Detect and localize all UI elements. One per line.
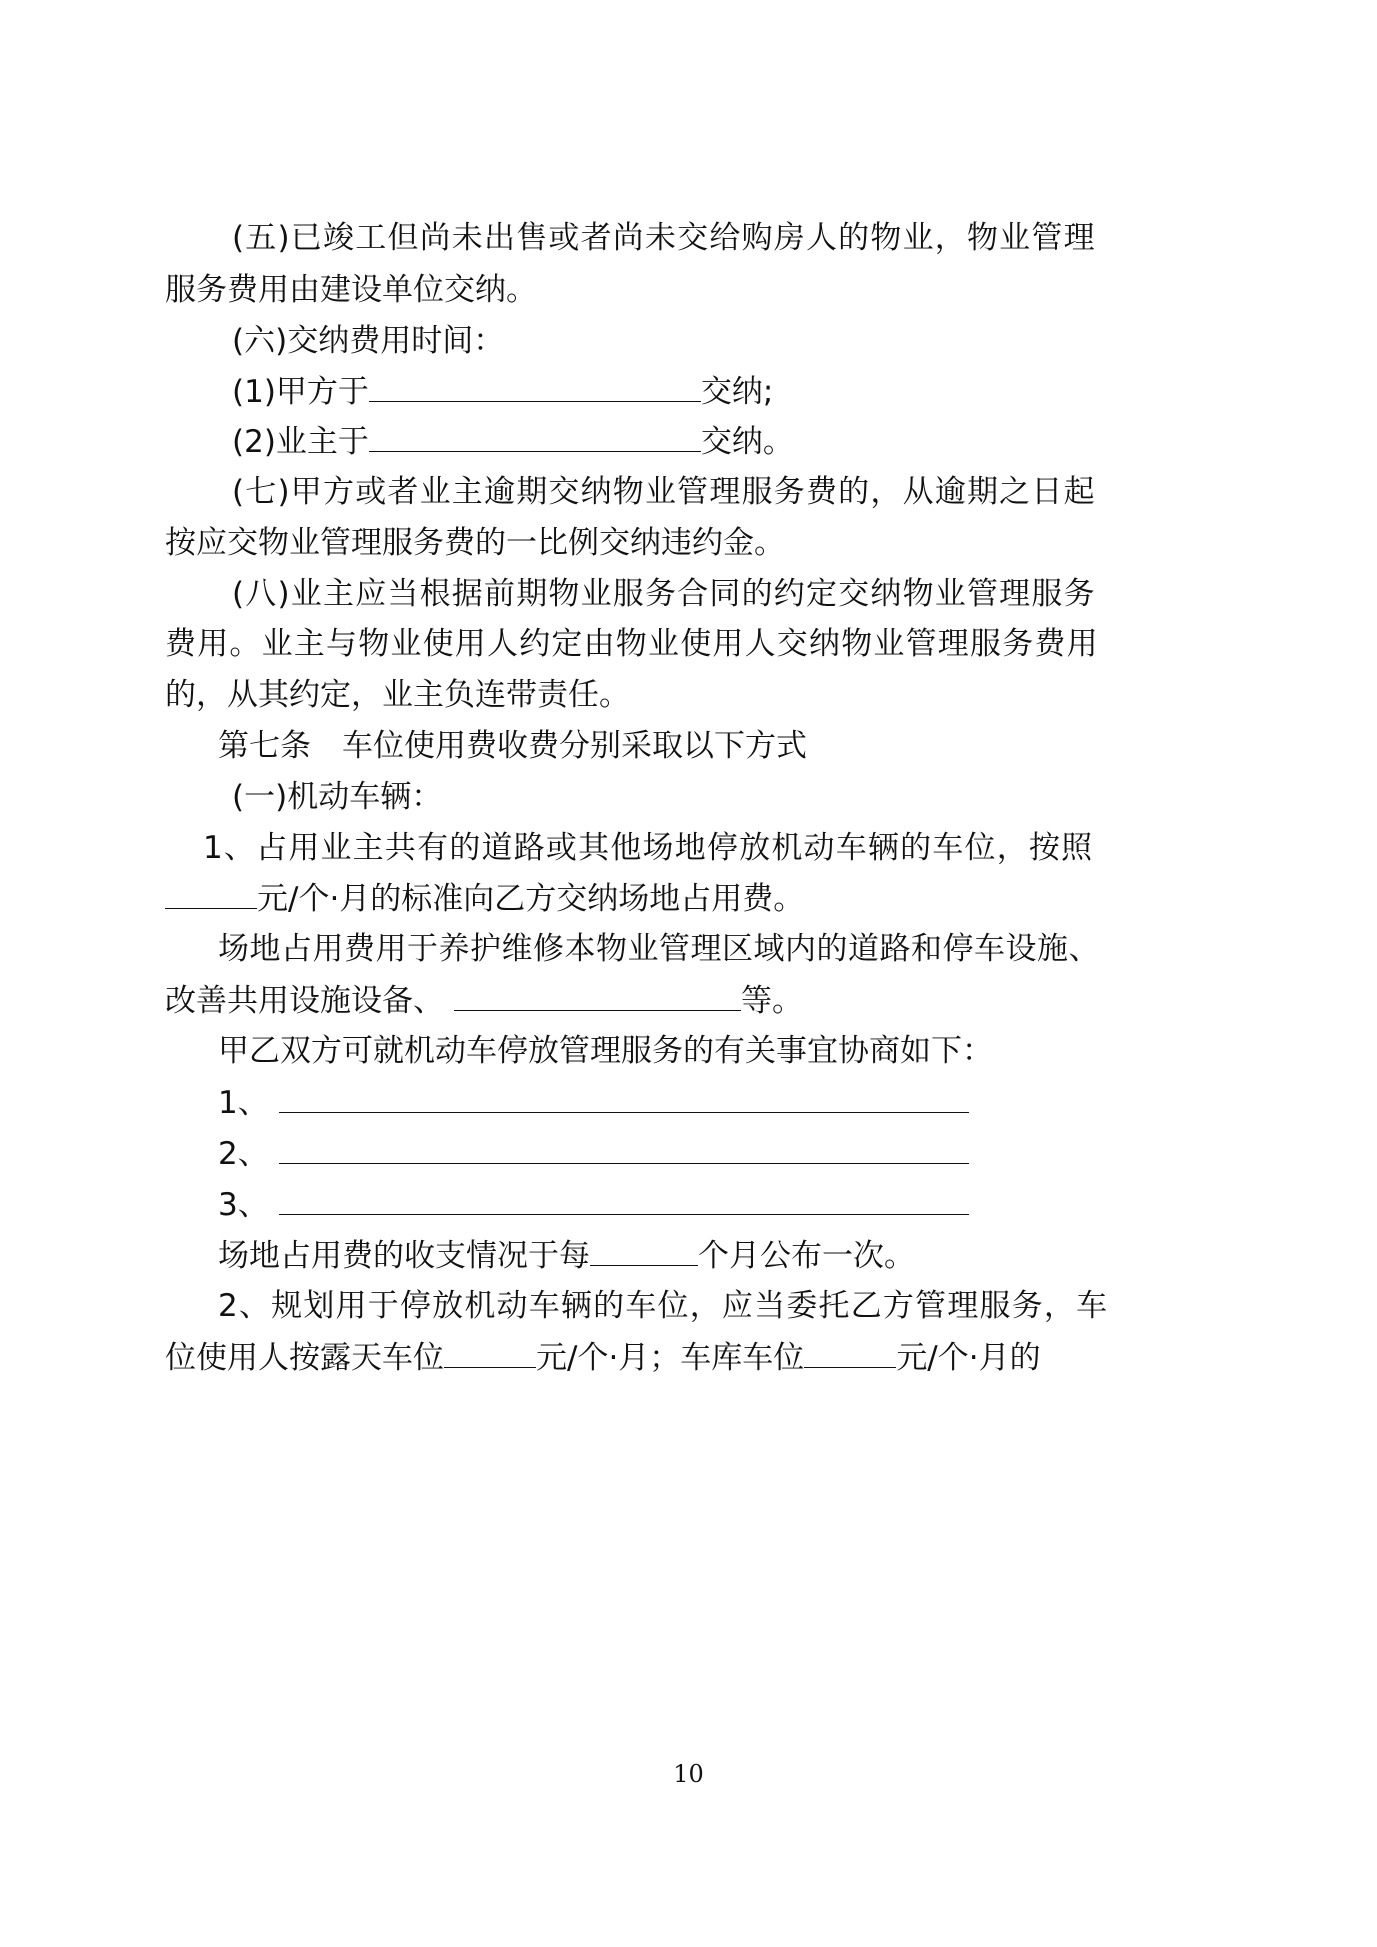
blank-field [279, 1184, 969, 1215]
blank-field [279, 1082, 969, 1113]
para-5-line1: (五)已竣工但尚未出售或者尚未交给购房人的物业，物业管理 [232, 220, 1096, 256]
blank-field [804, 1337, 896, 1368]
blank-field [454, 980, 741, 1011]
negotiation-item-2: 2、 [218, 1133, 969, 1174]
clause-1-line1: 1、占用业主共有的道路或其他场地停放机动车辆的车位，按照 [203, 830, 1094, 866]
motor-vehicle-heading: (一)机动车辆： [232, 779, 443, 815]
page-number: 10 [673, 1760, 704, 1788]
negotiation-intro: 甲乙双方可就机动车停放管理服务的有关事宜协商如下： [218, 1033, 993, 1069]
clause-2-line1: 2、规划用于停放机动车辆的车位，应当委托乙方管理服务，车 [218, 1288, 1109, 1324]
negotiation-item-3: 3、 [218, 1184, 969, 1225]
publish-frequency: 场地占用费的收支情况于每 个月公布一次。 [218, 1235, 915, 1276]
para-6-item2: (2)业主于 交纳。 [232, 421, 794, 462]
para-8-line1: (八)业主应当根据前期物业服务合同的约定交纳物业管理服务 [232, 576, 1096, 612]
blank-field [165, 878, 257, 909]
blank-field [279, 1133, 969, 1164]
fee-usage-line2: 改善共用设施设备、 等。 [165, 980, 803, 1021]
para-6: (六)交纳费用时间： [232, 323, 505, 359]
para-6-item1: (1)甲方于 交纳; [232, 371, 773, 412]
para-8-line3: 的，从其约定，业主负连带责任。 [165, 677, 630, 713]
blank-field [444, 1337, 536, 1368]
blank-field [590, 1235, 698, 1266]
para-7-line1: (七)甲方或者业主逾期交纳物业管理服务费的，从逾期之日起 [232, 474, 1096, 510]
para-8-line2: 费用。业主与物业使用人约定由物业使用人交纳物业管理服务费用 [165, 626, 1099, 662]
negotiation-item-1: 1、 [218, 1082, 969, 1123]
article-7-heading: 第七条 车位使用费收费分别采取以下方式 [218, 728, 807, 764]
clause-2-line2: 位使用人按露天车位 元/个·月；车库车位 元/个·月的 [165, 1337, 1041, 1378]
para-5-line2: 服务费用由建设单位交纳。 [165, 272, 537, 308]
clause-1-line2: 元/个·月的标准向乙方交纳场地占用费。 [165, 878, 804, 919]
fee-usage-line1: 场地占用费用于养护维修本物业管理区域内的道路和停车设施、 [218, 931, 1100, 967]
para-7-line2: 按应交物业管理服务费的一比例交纳违约金。 [165, 525, 785, 561]
blank-field [369, 421, 701, 452]
blank-field [369, 371, 701, 402]
